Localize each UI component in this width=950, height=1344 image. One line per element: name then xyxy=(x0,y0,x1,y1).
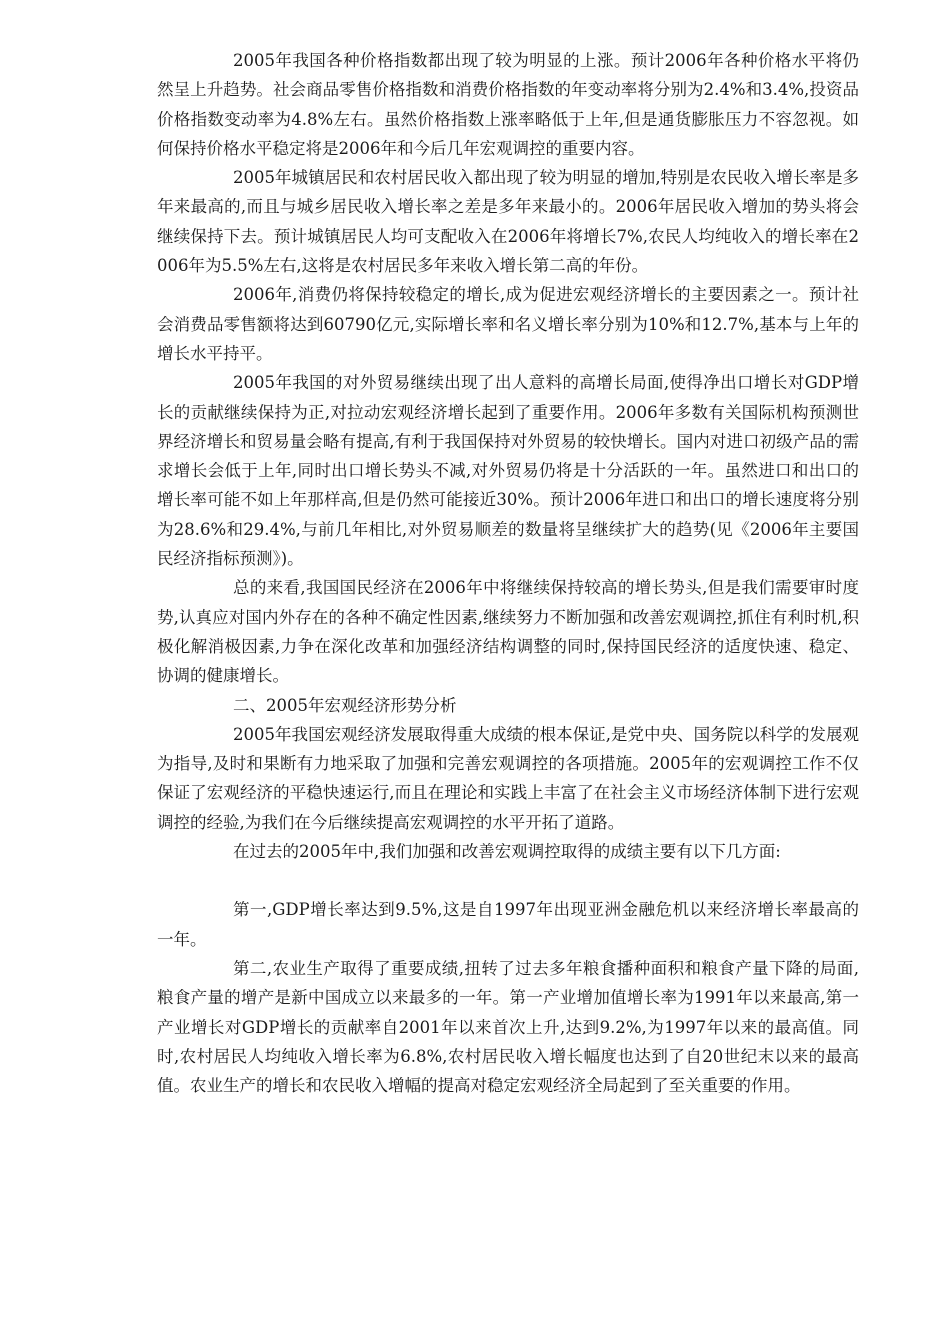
section-heading: 二、2005年宏观经济形势分析 xyxy=(233,695,457,715)
paragraph-summary: 总的来看,我国国民经济在2006年中将继续保持较高的增长势头,但是我们需要审时度势,认真应对国内外存在的各种不确定性因素,继续努力不断加强和改善宏观调控,抓住有利时机,积极化解消极因素,力争在深化改革和加强经济结构调整的同时,保持国民经济的适度快速、稳定、协调的健康增长。 xyxy=(157,578,859,686)
paragraph-second-agriculture: 第二,农业生产取得了重要成绩,扭转了过去多年粮食播种面积和粮食产量下降的局面,粮食产量的增产是新中国成立以来最多的一年。第一产业增加值增长率为1991年以来最高,第一产业增长对GDP增长的贡献率自2001年以来首次上升,达到9.2%,为1997年以来的最高值。同时,农村居民人均纯收入增长率为6.8%,农村居民收入增长幅度也达到了自20世纪末以来的最高值。农业生产的增长和农民收入增幅的提高对稳定宏观经济全局起到了至关重要的作用。 xyxy=(157,958,859,1096)
paragraph-price-index: 2005年我国各种价格指数都出现了较为明显的上涨。预计2006年各种价格水平将仍然呈上升趋势。社会商品零售价格指数和消费价格指数的年变动率将分别为2.4%和3.4%,投资品价格指数变动率为4.8%左右。虽然价格指数上涨率略低于上年,但是通货膨胀压力不容忽视。如何保持价格水平稳定将是2006年和今后几年宏观调控的重要内容。 xyxy=(157,51,859,158)
paragraph-foreign-trade: 2005年我国的对外贸易继续出现了出人意料的高增长局面,使得净出口增长对GDP增长的贡献继续保持为正,对拉动宏观经济增长起到了重要作用。2006年多数有关国际机构预测世界经济增长和贸易量会略有提高,有利于我国保持对外贸易的较快增长。国内对进口初级产品的需求增长会低于上年,同时出口增长势头不减,对外贸易仍将是十分活跃的一年。虽然进口和出口的增长率可能不如上年那样高,但是仍然可能接近30%。预计2006年进口和出口的增长速度将分别为28.6%和29.4%,与前几年相比,对外贸易顺差的数量将呈继续扩大的趋势(见《2006年主要国民经济指标预测》)。 xyxy=(157,373,859,569)
document-body xyxy=(157,46,859,1100)
paragraph-resident-income: 2005年城镇居民和农村居民收入都出现了较为明显的增加,特别是农民收入增长率是多年来最高的,而且与城乡居民收入增长率之差是多年来最小的。2006年居民收入增加的势头将会继续保持下去。预计城镇居民人均可支配收入在2006年将增长7%,农民人均纯收入的增长率在2006年为5.5%左右,这将是农村居民多年来收入增长第二高的年份。 xyxy=(157,168,859,276)
paragraph-first-gdp: 第一,GDP增长率达到9.5%,这是自1997年出现亚洲金融危机以来经济增长率最高的一年。 xyxy=(157,900,859,949)
paragraph-achievements-intro: 在过去的2005年中,我们加强和改善宏观调控取得的成绩主要有以下几方面: xyxy=(233,842,781,862)
paragraph-macro-control: 2005年我国宏观经济发展取得重大成绩的根本保证,是党中央、国务院以科学的发展观为指导,及时和果断有力地采取了加强和完善宏观调控的各项措施。2005年的宏观调控工作不仅保证了宏观经济的平稳快速运行,而且在理论和实践上丰富了在社会主义市场经济体制下进行宏观调控的经验,为我们在今后继续提高宏观调控的水平开拓了道路。 xyxy=(157,724,859,832)
paragraph-consumption: 2006年,消费仍将保持较稳定的增长,成为促进宏观经济增长的主要因素之一。预计社会消费品零售额将达到60790亿元,实际增长率和名义增长率分别为10%和12.7%,基本与上年的增长水平持平。 xyxy=(157,285,859,363)
